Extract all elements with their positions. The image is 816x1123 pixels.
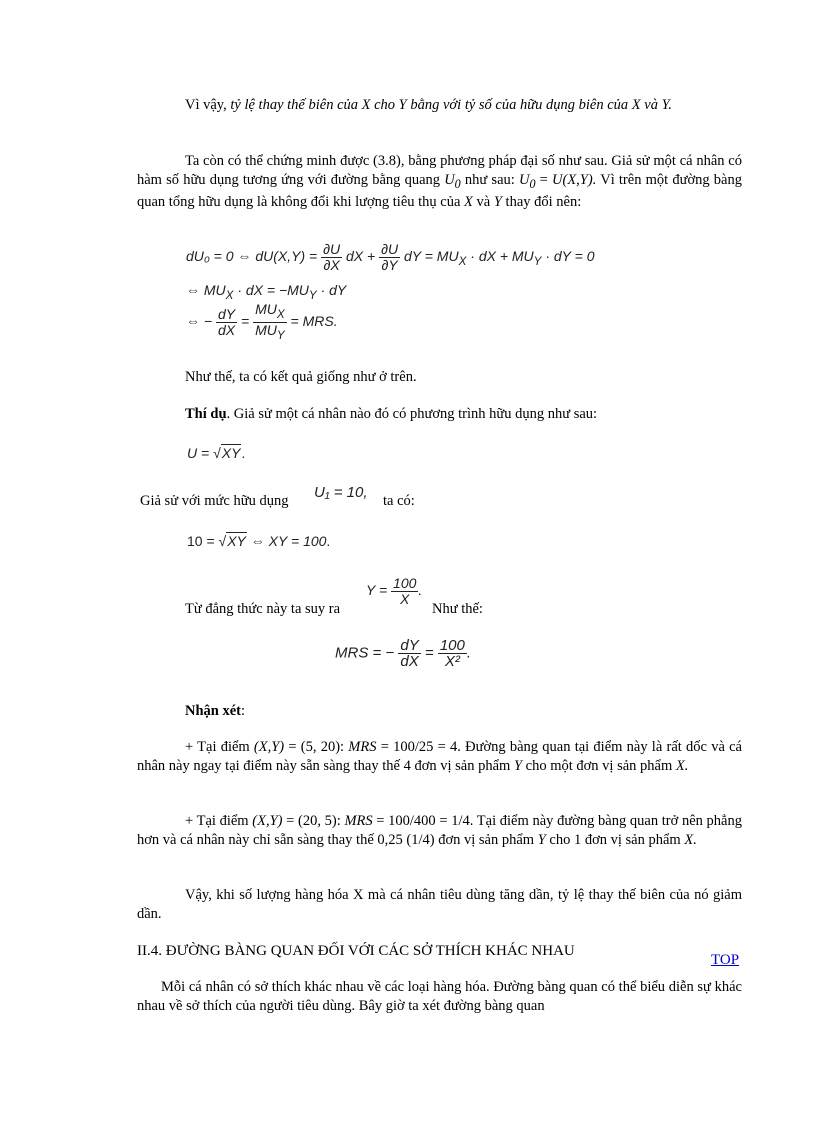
example-label: Thí dụ xyxy=(185,406,227,422)
equation-utility-function: U = √XY. xyxy=(187,445,246,461)
paragraph-conclusion-mrs: Vì vậy, tỷ lệ thay thế biên của X cho Y bằng với tỷ số của hữu dụng biên của X và Y. xyxy=(185,97,672,113)
paragraph-point-20-5: + Tại điểm (X,Y) = (20, 5): MRS = 100/400 = 1/4. Tại điểm này đường bàng quan trở nên phẳng hơn và cá nhân này chỉ sẵn sàng thay thế 0,25 (1/4) đơn vị sản phẩm Y cho 1 đơn vị sản phẩm X. xyxy=(137,813,742,848)
paragraph-remarks-label: Nhận xét: xyxy=(185,703,246,719)
paragraph-point-5-20: + Tại điểm (X,Y) = (5, 20): MRS = 100/25 = 4. Đường bàng quan tại điểm này là rất dốc và cá nhân này ngay tại điểm này sẵn sàng thay thế 4 đơn vị sản phẩm Y cho một đơn vị sản phẩm X. xyxy=(137,739,742,774)
paragraph-preferences: Mỗi cá nhân có sở thích khác nhau về các loại hàng hóa. Đường bàng quan có thể biểu diễn sự khác nhau về sở thích của người tiêu dùng. Bây giờ ta xét đường bàng quan xyxy=(137,979,742,1014)
paragraph-utility-level: Giả sử với mức hữu dụng xyxy=(140,493,289,509)
section-heading: II.4. ĐƯỜNG BÀNG QUAN ĐỐI VỚI CÁC SỞ THÍCH KHÁC NHAU xyxy=(137,943,575,959)
paragraph-example-intro: Thí dụ. Giả sử một cá nhân nào đó có phương trình hữu dụng như sau: xyxy=(185,406,598,422)
equation-total-differential: dU₀ = 0 ⇔ dU(X,Y) = $\frac{\partial U}{\partial X}$ dX + $\frac{\partial U}{\partial Y}$ dY = $MU_X$ · dX + $MU_Y$ · dY = 0 xyxy=(186,241,595,273)
paragraph-diminishing-mrs: Vậy, khi số lượng hàng hóa X mà cá nhân tiêu dùng tăng dần, tỷ lệ thay thế biên của nó giảm dần. xyxy=(137,887,742,922)
emphasis-text: tỷ lệ thay thế biên của X cho Y bằng với tỷ số của hữu dụng biên của X và Y. xyxy=(230,97,672,113)
equation-marginal-utility-balance: ⇔ $MU_X$ · dX = $-MU_Y$ · dY xyxy=(186,282,347,302)
equation-mrs-example: MRS = − $\frac{dY}{dX}$ = $\frac{100}{\text{X²}}$ . xyxy=(335,637,472,670)
equation-mrs: ⇔ − $\frac{dY}{dX}$ = $\frac{MU_X}{MU_Y}$ = MRS. xyxy=(186,301,338,342)
paragraph-utility-level-tail: ta có: xyxy=(383,493,415,509)
top-link[interactable]: TOP xyxy=(711,952,740,968)
paragraph-derive-y-tail: Như thế: xyxy=(432,601,483,617)
paragraph-same-result: Như thế, ta có kết quả giống như ở trên. xyxy=(185,369,417,385)
paragraph-algebraic-proof: Ta còn có thể chứng minh được (3.8), bằng phương pháp đại số như sau. Giả sử một cá nhân có hàm số hữu dụng tương ứng với đường bằng quang $U_0$ như sau: $U_0 = U(X,Y)$. Vì trên một đường bàng quan tổng hữu dụng là không đổi khi lượng tiêu thụ của X và Y thay đổi nên: xyxy=(137,153,742,210)
equation-xy-100: 10 = √XY ⇔ XY = 100. xyxy=(187,533,331,549)
equation-y-of-x: Y = $\frac{100}{X}$ . xyxy=(366,575,423,607)
paragraph-derive-y: Từ đẳng thức này ta suy ra xyxy=(185,601,341,617)
equation-utility-level: U₁ = 10, xyxy=(314,484,368,501)
